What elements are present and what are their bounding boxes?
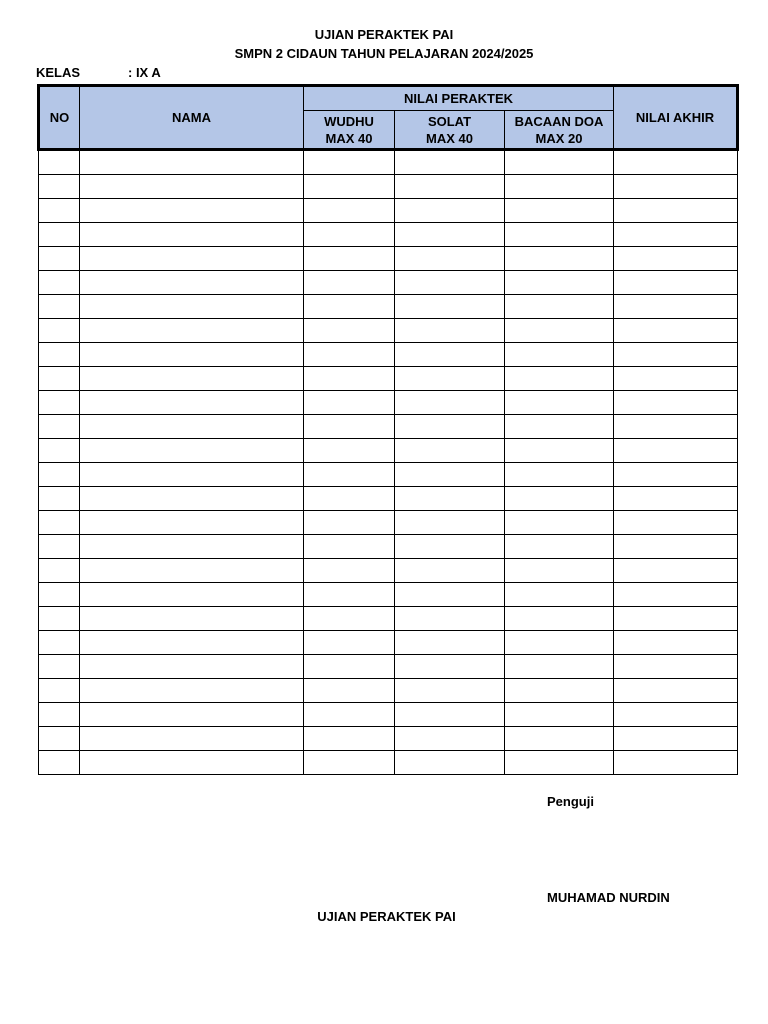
table-cell [505,415,614,439]
examiner-name: MUHAMAD NURDIN [547,890,670,905]
table-cell [80,487,304,511]
table-row [39,439,738,463]
header-bacaan-doa-max: MAX 20 [535,130,583,146]
table-cell [505,751,614,775]
table-cell [80,439,304,463]
table-cell [614,607,738,631]
table-row [39,487,738,511]
table-cell [80,727,304,751]
table-cell [80,175,304,199]
table-cell [614,319,738,343]
table-cell [395,607,505,631]
table-cell [80,655,304,679]
table-cell [80,511,304,535]
header-wudhu [304,111,395,150]
table-cell [80,415,304,439]
table-cell [39,295,80,319]
table-cell [395,631,505,655]
class-label: KELAS [36,65,81,80]
table-cell [505,247,614,271]
table-cell [80,199,304,223]
header-solat-max: MAX 40 [426,130,473,146]
table-cell [395,559,505,583]
table-cell [614,295,738,319]
table-row [39,751,738,775]
table-cell [80,535,304,559]
table-cell [395,535,505,559]
table-cell [614,679,738,703]
table-cell [395,511,505,535]
table-cell [304,343,395,367]
table-cell [80,463,304,487]
table-cell [304,559,395,583]
table-cell [614,655,738,679]
table-cell [614,439,738,463]
table-cell [304,727,395,751]
table-cell [39,319,80,343]
table-cell [505,703,614,727]
table-row [39,583,738,607]
header-nilai-peraktek: NILAI PERAKTEK [304,86,614,111]
table-cell [304,487,395,511]
table-cell [304,679,395,703]
table-cell [39,631,80,655]
table-cell [304,295,395,319]
table-cell [505,150,614,175]
table-cell [80,271,304,295]
table-cell [39,271,80,295]
table-cell [39,463,80,487]
table-cell [614,559,738,583]
table-row [39,199,738,223]
table-cell [39,150,80,175]
table-cell [304,175,395,199]
table-cell [505,631,614,655]
table-cell [304,439,395,463]
table-cell [505,535,614,559]
table-cell [395,367,505,391]
table-row [39,535,738,559]
table-row [39,343,738,367]
table-cell [304,607,395,631]
table-cell [80,295,304,319]
table-cell [614,631,738,655]
table-cell [304,751,395,775]
header-solat [395,111,505,150]
table-cell [304,511,395,535]
table-cell [39,487,80,511]
table-cell [395,199,505,223]
table-cell [39,175,80,199]
table-cell [505,199,614,223]
table-cell [395,319,505,343]
table-cell [614,463,738,487]
document-subtitle: SMPN 2 CIDAUN TAHUN PELAJARAN 2024/2025 [234,46,534,61]
table-cell [505,175,614,199]
table-cell [614,271,738,295]
header-bacaan-doa-label: BACAAN DOA [514,113,604,129]
table-cell [80,247,304,271]
table-cell [395,727,505,751]
table-cell [614,367,738,391]
footer-title: UJIAN PERAKTEK PAI [317,909,456,924]
header-nilai-akhir: NILAI AKHIR [614,86,738,150]
table-cell [505,223,614,247]
table-cell [80,559,304,583]
table-row [39,679,738,703]
table-cell [395,247,505,271]
table-cell [614,703,738,727]
table-cell [505,319,614,343]
table-cell [304,415,395,439]
table-row [39,655,738,679]
table-cell [505,343,614,367]
class-info [36,65,161,81]
table-cell [39,511,80,535]
table-cell [505,727,614,751]
table-cell [395,583,505,607]
table-cell [304,367,395,391]
table-cell [304,319,395,343]
table-cell [505,295,614,319]
table-cell [614,535,738,559]
table-row [39,391,738,415]
table-cell [614,487,738,511]
table-cell [39,223,80,247]
table-cell [614,727,738,751]
table-cell [395,343,505,367]
table-cell [39,535,80,559]
table-row [39,367,738,391]
table-cell [505,655,614,679]
table-cell [304,535,395,559]
table-cell [39,727,80,751]
table-row [39,415,738,439]
table-cell [39,391,80,415]
table-cell [304,271,395,295]
table-cell [395,271,505,295]
table-row [39,223,738,247]
table-row [39,727,738,751]
table-cell [80,150,304,175]
table-cell [39,655,80,679]
table-cell [39,199,80,223]
table-cell [395,703,505,727]
table-cell [505,463,614,487]
table-cell [395,439,505,463]
table-cell [80,703,304,727]
table-cell [80,343,304,367]
examiner-label: Penguji [547,794,594,809]
table-row [39,295,738,319]
table-cell [39,703,80,727]
table-row [39,175,738,199]
table-cell [395,463,505,487]
table-cell [80,319,304,343]
table-cell [80,583,304,607]
table-cell [395,295,505,319]
table-cell [395,415,505,439]
table-cell [505,607,614,631]
table-cell [614,391,738,415]
table-row [39,150,738,175]
header-solat-label: SOLAT [427,113,472,129]
table-cell [505,679,614,703]
table-cell [614,150,738,175]
document-title: UJIAN PERAKTEK PAI [314,27,454,42]
table-cell [80,391,304,415]
table-cell [505,439,614,463]
table-cell [304,223,395,247]
table-cell [39,367,80,391]
table-cell [39,751,80,775]
table-cell [39,607,80,631]
table-cell [80,223,304,247]
table-cell [614,175,738,199]
table-cell [505,271,614,295]
header-bacaan-doa [505,111,614,150]
table-cell [395,223,505,247]
table-cell [80,367,304,391]
table-row [39,559,738,583]
table-cell [395,150,505,175]
score-table [37,84,739,775]
table-cell [304,583,395,607]
table-cell [80,631,304,655]
table-row [39,271,738,295]
table-cell [614,247,738,271]
table-cell [614,583,738,607]
table-row [39,703,738,727]
table-cell [505,583,614,607]
table-cell [505,511,614,535]
score-table-body [39,150,738,775]
table-cell [614,343,738,367]
table-cell [395,679,505,703]
header-wudhu-label: WUDHU [324,113,374,129]
table-row [39,319,738,343]
table-cell [304,655,395,679]
class-value: : IX A [128,65,161,80]
table-cell [304,463,395,487]
table-cell [395,655,505,679]
table-cell [614,415,738,439]
table-cell [304,247,395,271]
table-cell [395,751,505,775]
table-row [39,511,738,535]
table-cell [614,511,738,535]
table-row [39,247,738,271]
table-cell [395,391,505,415]
header-wudhu-max: MAX 40 [325,130,373,146]
table-cell [395,487,505,511]
table-row [39,607,738,631]
table-row [39,631,738,655]
table-cell [80,751,304,775]
table-cell [614,223,738,247]
header-no: NO [39,86,80,150]
table-cell [39,583,80,607]
table-cell [80,679,304,703]
table-cell [39,439,80,463]
table-cell [39,559,80,583]
table-row [39,463,738,487]
table-cell [304,391,395,415]
table-cell [614,199,738,223]
table-cell [39,415,80,439]
table-cell [304,703,395,727]
table-cell [505,391,614,415]
table-cell [304,150,395,175]
table-cell [39,247,80,271]
table-cell [39,343,80,367]
table-cell [304,199,395,223]
table-cell [614,751,738,775]
table-cell [304,631,395,655]
header-nama: NAMA [80,86,304,150]
table-cell [80,607,304,631]
table-cell [505,487,614,511]
table-cell [395,175,505,199]
table-cell [505,367,614,391]
table-cell [39,679,80,703]
table-cell [505,559,614,583]
